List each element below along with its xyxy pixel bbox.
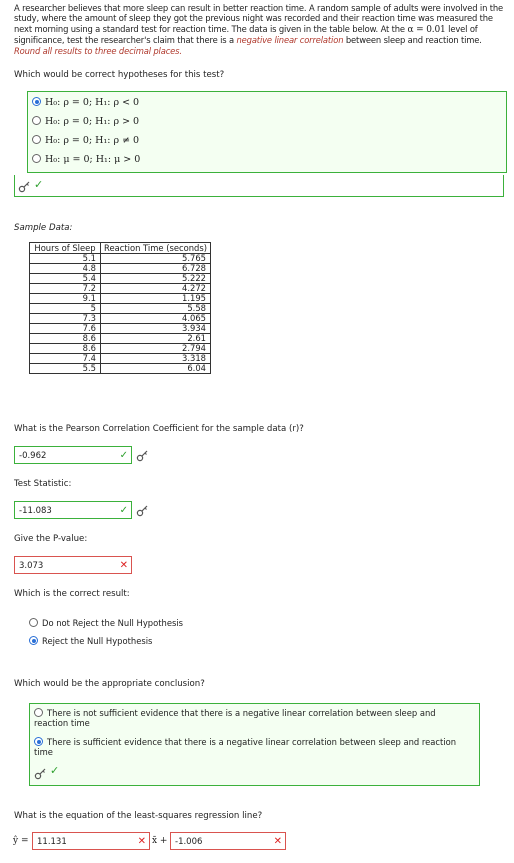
p-value-label: Give the P-value: [14, 534, 88, 544]
hypotheses-choices [27, 91, 507, 173]
intercept-input[interactable]: 11.131 ✕ [32, 832, 150, 850]
table-row: 5.5 6.04 [30, 364, 211, 374]
conclusion-question: Which would be the appropriate conclusion? [14, 679, 205, 689]
hypothesis-option[interactable]: H₀: μ = 0; H₁: μ > 0 [32, 154, 140, 165]
radio-selected-icon[interactable] [32, 97, 41, 106]
table-row: 7.2 4.272 [30, 284, 211, 294]
key-icon[interactable] [34, 767, 47, 780]
table-row: 8.6 2.794 [30, 344, 211, 354]
hypothesis-option[interactable]: H₀: ρ = 0; H₁: ρ < 0 [32, 97, 139, 108]
pearson-question: What is the Pearson Correlation Coefficient for the sample data (r)? [14, 424, 304, 434]
table-row: 7.6 3.934 [30, 324, 211, 334]
hypotheses-feedback-bar [14, 175, 504, 197]
conclusion-option[interactable]: There is sufficient evidence that there is a negative linear correlation between sleep and reaction time [34, 737, 457, 757]
conclusion-choices [29, 703, 480, 786]
alpha-expression: α = 0.01 [407, 24, 446, 35]
table-header: Hours of Sleep [30, 243, 101, 254]
correct-check-icon: ✓ [119, 505, 128, 516]
conclusion-option[interactable]: There is not sufficient evidence that there is a negative linear correlation between sleep and reaction time [34, 708, 436, 728]
table-row: 7.3 4.065 [30, 314, 211, 324]
table-row: 5.1 5.765 [30, 254, 211, 264]
hypothesis-option[interactable]: H₀: ρ = 0; H₁: ρ > 0 [32, 116, 139, 127]
result-question: Which is the correct result: [14, 589, 130, 599]
incorrect-x-icon: ✕ [273, 836, 282, 847]
correct-check-icon: ✓ [50, 764, 60, 777]
hypotheses-question: Which would be correct hypotheses for this test? [14, 70, 225, 80]
yhat-label: ŷ = [13, 836, 29, 846]
correct-check-icon: ✓ [34, 178, 44, 191]
test-statistic-input[interactable]: -11.083 ✓ [14, 501, 132, 519]
table-row: 8.6 2.61 [30, 334, 211, 344]
table-row: 7.4 3.318 [30, 354, 211, 364]
table-row: 5 5.58 [30, 304, 211, 314]
radio-icon[interactable] [32, 135, 41, 144]
hypothesis-option[interactable]: H₀: ρ = 0; H₁: ρ ≠ 0 [32, 135, 139, 146]
radio-icon[interactable] [32, 116, 41, 125]
radio-icon[interactable] [32, 154, 41, 163]
x-label: x̄ + [152, 836, 168, 846]
claim-text: negative linear correlation [236, 35, 344, 46]
pearson-r-input[interactable]: -0.962 ✓ [14, 446, 132, 464]
table-row: 5.4 5.222 [30, 274, 211, 284]
sample-data-table [29, 242, 211, 374]
table-header: Reaction Time (seconds) [101, 243, 211, 254]
incorrect-x-icon: ✕ [137, 836, 146, 847]
slope-input[interactable]: -1.006 ✕ [170, 832, 286, 850]
table-row: 9.1 1.195 [30, 294, 211, 304]
problem-statement: A researcher believes that more sleep can result in better reaction time. A random sample of adults were involved in the study, where the amount of sleep they got the previous night was recorded and their reaction time was measured the next morning using a standard test for reaction time. The data is given in the table below. At the α = 0.01 level of significance, test the researcher's claim that there is a negative linear correlation between sleep and reaction time. Round all results to three decimal places. [14, 3, 504, 56]
correct-check-icon: ✓ [119, 450, 128, 461]
incorrect-x-icon: ✕ [119, 560, 128, 571]
radio-icon[interactable] [29, 618, 38, 627]
result-option[interactable]: Reject the Null Hypothesis [29, 636, 152, 646]
key-icon[interactable] [136, 504, 149, 517]
radio-selected-icon[interactable] [29, 636, 38, 645]
table-row: 4.8 6.728 [30, 264, 211, 274]
sample-data-label: Sample Data: [14, 223, 73, 233]
regression-question: What is the equation of the least-squares regression line? [14, 811, 263, 821]
p-value-input[interactable]: 3.073 ✕ [14, 556, 132, 574]
key-icon[interactable] [136, 449, 149, 462]
test-statistic-label: Test Statistic: [14, 479, 72, 489]
radio-selected-icon[interactable] [34, 737, 43, 746]
radio-icon[interactable] [34, 708, 43, 717]
rounding-note: Round all results to three decimal places. [14, 45, 182, 56]
result-option[interactable]: Do not Reject the Null Hypothesis [29, 618, 183, 628]
key-icon[interactable] [18, 180, 31, 193]
